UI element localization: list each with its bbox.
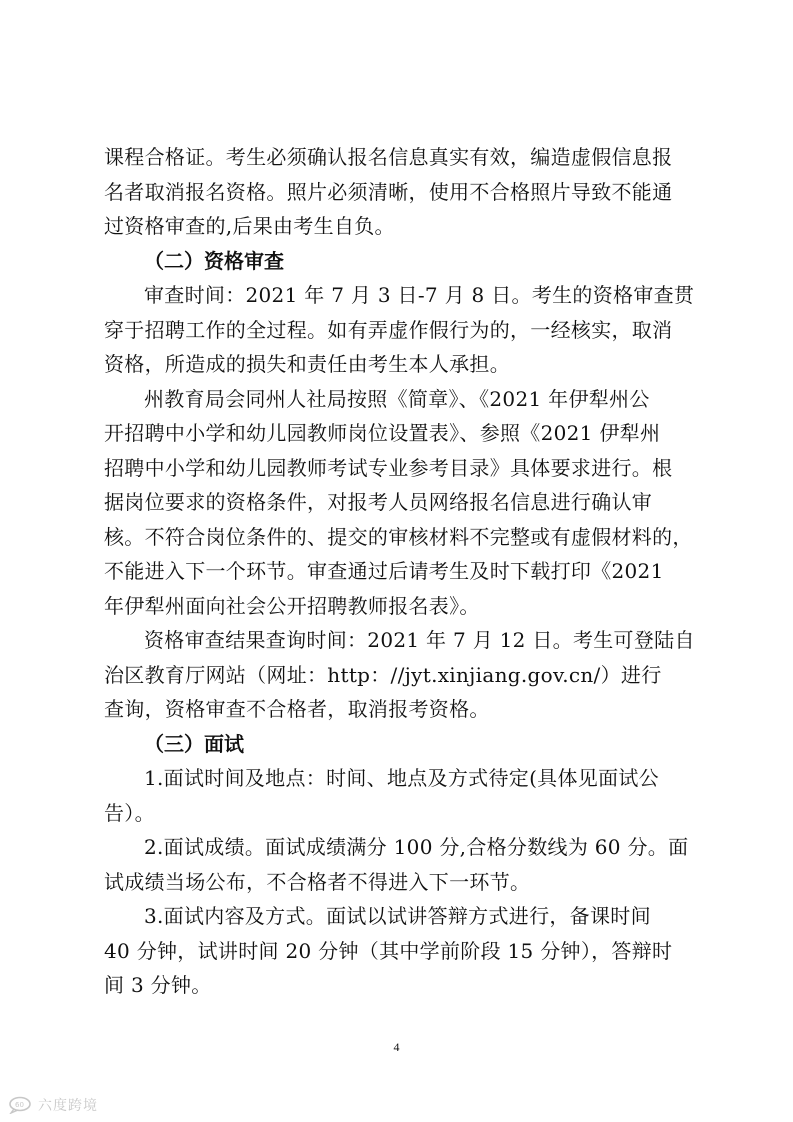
paragraph-interview-content <box>104 899 696 1003</box>
text-line: 穿于招聘工作的全过程。如有弄虚作假行为的，一经核实，取消 <box>104 317 673 342</box>
text-line: 课程合格证。考生必须确认报名信息真实有效，编造虚假信息报 <box>104 145 673 169</box>
text-line: 查询，资格审查不合格者，取消报考资格。 <box>104 697 490 721</box>
text-line: 过资格审查的,后果由考生自负。 <box>104 214 395 238</box>
page-number: 4 <box>393 1040 400 1054</box>
svg-text:60: 60 <box>15 1101 24 1109</box>
paragraph-interview-score <box>104 830 696 899</box>
text-line: 据岗位要求的资格条件，对报考人员网络报名信息进行确认审 <box>104 490 653 514</box>
text-line: 1.面试时间及地点：时间、地点及方式待定(具体见面试公 <box>144 766 659 790</box>
text-line: 试成绩当场公布，不合格者不得进入下一环节。 <box>104 869 531 894</box>
text-line: 年伊犁州面向社会公开招聘教师报名表》。 <box>104 593 480 618</box>
text-line: 间 3 分钟。 <box>104 973 212 997</box>
paragraph-result-query <box>104 623 696 727</box>
text-line: 3.面试内容及方式。面试以试讲答辩方式进行，备课时间 <box>144 904 651 928</box>
paragraph-review-process <box>104 382 696 624</box>
text-line: 40 分钟，试讲时间 20 分钟（其中学前阶段 15 分钟），答辩时 <box>104 938 673 963</box>
watermark <box>8 1094 98 1116</box>
text-line: 资格，所造成的损失和责任由考生本人承担。 <box>104 352 510 376</box>
speech-bubble-logo-icon <box>8 1096 34 1114</box>
paragraph-interview-time-location <box>104 761 696 830</box>
text-line: 名者取消报名资格。照片必须清晰，使用不合格照片导致不能通 <box>104 179 673 204</box>
paragraph-review-time <box>104 278 696 382</box>
text-line: 开招聘中小学和幼儿园教师岗位设置表》、参照《2021 伊犁州 <box>104 421 661 445</box>
text-line: 不能进入下一个环节。审查通过后请考生及时下载打印《2021 <box>104 559 664 583</box>
text-line: 告）。 <box>104 800 155 825</box>
text-line: 审查时间：2021 年 7 月 3 日-7 月 8 日。考生的资格审查贯 <box>144 283 695 307</box>
text-line: 核。不符合岗位条件的、提交的审核材料不完整或有虚假材料的， <box>104 524 693 549</box>
text-line: 2.面试成绩。面试成绩满分 100 分,合格分数线为 60 分。面 <box>144 835 689 859</box>
section-heading-interview: （三）面试 <box>144 731 244 756</box>
paragraph-intro <box>104 140 696 244</box>
text-line: 资格审查结果查询时间：2021 年 7 月 12 日。考生可登陆自 <box>144 628 695 652</box>
document-body <box>104 140 696 1003</box>
section-heading-qualification-review: （二）资格审查 <box>144 248 284 273</box>
watermark-text: 六度跨境 <box>38 1098 98 1114</box>
text-line: 州教育局会同州人社局按照《简章》、《2021 年伊犁州公 <box>144 386 650 411</box>
text-line: 治区教育厅网站（网址：http：//jyt.xinjiang.gov.cn/）进行 <box>104 662 662 687</box>
text-line: 招聘中小学和幼儿园教师考试专业参考目录》具体要求进行。根 <box>104 455 673 480</box>
